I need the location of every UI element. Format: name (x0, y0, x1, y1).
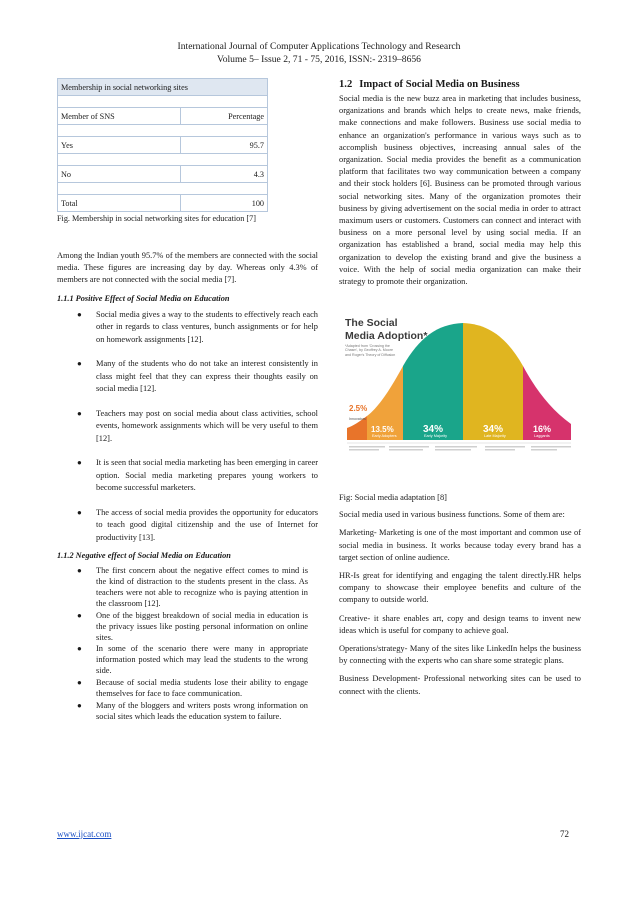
journal-title: International Journal of Computer Applications Technology and Research (177, 41, 461, 52)
bullet-icon: ● (77, 700, 82, 710)
list-item: ● Many of the bloggers and writers posts wrong information on social sites which leads the education system to failure. (77, 700, 308, 721)
row-label: Yes (58, 137, 181, 154)
section-title: Impact of Social Media on Business (359, 79, 520, 90)
bullet-icon: ● (77, 359, 82, 369)
journal-header (0, 40, 638, 66)
bullet-icon: ● (77, 507, 82, 517)
list-item: ● Teachers may post on social media about class activities, school events, homework assignments which will be very useful to them [12]. (77, 408, 318, 443)
left-column (57, 78, 318, 724)
bullet-icon: ● (77, 309, 82, 319)
desc-bar (389, 449, 423, 451)
table-col1-header: Member of SNS (58, 108, 181, 125)
negative-effects-list (57, 566, 318, 723)
figure-title-2: Media Adoption* (345, 330, 428, 343)
bullet-icon: ● (77, 566, 82, 576)
desc-bar (531, 446, 571, 448)
list-item: ● In some of the scenario there were many in appropriate information posted which may lead the students to the wrong side. (77, 644, 308, 676)
list-item: ● Because of social media students lose their ability to engage themselves for face to face communication. (77, 678, 308, 699)
positive-effects-list (57, 309, 318, 545)
segment-late-majority (463, 323, 523, 440)
figure-note-box (345, 344, 397, 374)
desc-bar (389, 446, 429, 448)
hr-paragraph: HR-Is great for identifying and engaging the talent directly.HR helps company to showcase their employee benefits and culture of the company to outside world. (339, 571, 581, 605)
desc-bar (349, 446, 385, 448)
right-column (339, 78, 581, 704)
pct-innovators: 2.5% (349, 404, 368, 414)
label-laggards: Laggards (534, 434, 550, 439)
intro-paragraph: Among the Indian youth 95.7% of the members are connected with the social media. These figures are increasing day by day. Whereas only 4.3% of members are not connected with the social media [7]. (57, 251, 318, 285)
table-row (58, 166, 268, 183)
journal-website-link[interactable]: www.ijcat.com (57, 829, 112, 839)
operations-paragraph: Operations/strategy- Many of the sites like LinkedIn helps the business by connecting with the experts who can share some strategic plans. (339, 644, 581, 666)
creative-paragraph: Creative- it share enables art, copy and design teams to invent new ideas which is useful for company to achieve goal. (339, 613, 581, 635)
list-item: ● Many of the students who do not take an interest consistently in class might feel that they can express their thoughts easily on social media [12]. (77, 359, 318, 394)
list-item: ● One of the biggest breakdown of social media in education is the privacy issues like posting personal information on online sites. (77, 610, 308, 642)
table-header-row (58, 108, 268, 125)
row-value: 95.7 (180, 137, 267, 154)
list-item: ● The first concern about the negative effect comes to mind is the kind of distraction to the students present in the class. As teachers were not able to recognize who is paying attention in the classroom [12]. (77, 566, 308, 608)
business-paragraph: Social media is the new buzz area in marketing that includes business, organizations and brands which helps to create news, make friends, make connections and make followers. Business use social media to enhance an organization's performance in various ways such as to accomplish business objectives, increasing annual sales of the organization. Social media provides the benefit as a communication platform that facilitates two way communication between a company and their stock holders [6]. Business can be promoted through various social networking sites. Many of the organization promotes their business by giving advertisement on the social media in order to attract maximum users or customers. Customers can connect and interact with business on a more personal level by using social media. If an organization has established a brand, social media may help this organization to develop the existing brand and give the business a voice. With the help of social media organization can make their strategy to promote their organization. (339, 94, 581, 287)
subsection-negative-heading: 1.1.2 Negative effect of Social Media on Education (57, 551, 231, 561)
desc-bar (485, 446, 525, 448)
desc-bar (485, 449, 515, 451)
table-row (58, 195, 268, 212)
label-innovators: Innovators (349, 417, 366, 422)
list-item: ● It is seen that social media marketing has been emerging in career option. Social media marketing prepares young workers to become successful marketers. (77, 458, 318, 493)
pct-late-majority: 34% (483, 424, 504, 436)
business-functions-intro: Social media used in various business functions. Some of them are: (339, 510, 565, 520)
section-heading (339, 78, 581, 92)
table-col2-header: Percentage (180, 108, 267, 125)
row-value: 100 (180, 195, 267, 212)
marketing-paragraph: Marketing- Marketing is one of the most important and common use of social media in business. It works because today every brand has a target section of online audience. (339, 528, 581, 562)
label-early-adopters: Early Adopters (372, 434, 397, 439)
page-number: 72 (560, 829, 569, 839)
table-title: Membership in social networking sites (58, 79, 268, 96)
row-label: No (58, 166, 181, 183)
desc-bar (435, 446, 477, 448)
pct-early-adopters: 13.5% (371, 425, 394, 435)
pct-early-majority: 34% (423, 424, 444, 436)
membership-table (57, 78, 268, 212)
adoption-figure (339, 308, 579, 474)
figure-caption: Fig: Social media adaptation [8] (339, 493, 447, 503)
section-number: 1.2 (339, 79, 353, 90)
label-late-majority: Late Majority (484, 434, 506, 439)
desc-bar (349, 449, 379, 451)
bullet-icon: ● (77, 408, 82, 418)
adoption-curve-chart (339, 308, 579, 474)
bullet-icon: ● (77, 678, 82, 688)
business-development-paragraph: Business Development- Professional networking sites can be used to connect with the clients. (339, 674, 581, 696)
bullet-icon: ● (77, 644, 82, 654)
bullet-icon: ● (77, 610, 82, 620)
bullet-icon: ● (77, 458, 82, 468)
list-item: ● Social media gives a way to the students to effectively reach each other in regards to class ventures, bunch assignments or for help on homework assignments [12]. (77, 309, 318, 344)
list-item: ● The access of social media provides the opportunity for educators to teach good digital citizenship and the use of Internet for productivity [13]. (77, 507, 318, 542)
journal-volume: Volume 5– Issue 2, 71 - 75, 2016, ISSN:- 2319–8656 (217, 54, 421, 65)
pct-laggards: 16% (533, 424, 552, 435)
figure-note: *Adapted from 'Crossing the Chasm', by Geoffrey A. Moore and Roger's Theory of Diffusion (345, 344, 396, 358)
subsection-positive-heading: 1.1.1 Positive Effect of Social Media on Education (57, 293, 230, 303)
table-caption: Fig. Membership in social networking sites for education [7] (57, 214, 256, 223)
row-label: Total (58, 195, 181, 212)
desc-bar (531, 449, 557, 451)
table-row (58, 137, 268, 154)
figure-title-1: The Social (345, 317, 398, 330)
desc-bar (435, 449, 471, 451)
row-value: 4.3 (180, 166, 267, 183)
table-title-row (58, 79, 268, 96)
label-early-majority: Early Majority (424, 434, 447, 439)
